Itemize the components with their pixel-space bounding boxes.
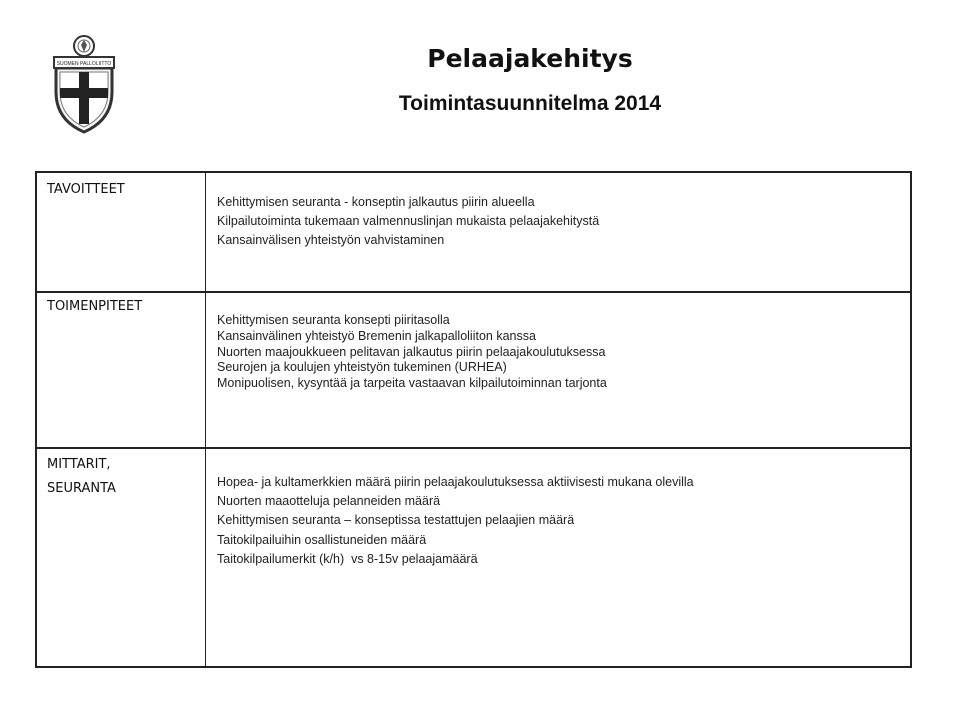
section-label: TAVOITTEET (47, 182, 125, 197)
section-row-tavoitteet (37, 173, 910, 291)
section-row-mittarit (37, 447, 910, 666)
section-content (217, 473, 694, 569)
list-item: Nuorten maajoukkueen pelitavan jalkautus piirin pelaajakoulutuksessa (217, 344, 606, 359)
football-association-crest-icon (50, 30, 118, 134)
section-content (217, 313, 607, 392)
page-title: Pelaajakehitys (427, 44, 633, 73)
list-item: Kehittymisen seuranta – konseptissa testattujen pelaajien määrä (217, 513, 575, 528)
list-item: Taitokilpailuihin osallistuneiden määrä (217, 532, 427, 547)
plan-table (35, 171, 912, 668)
section-row-toimenpiteet (37, 291, 910, 447)
list-item: Kehittymisen seuranta konsepti piiritasolla (217, 313, 450, 327)
section-label: MITTARIT, SEURANTA (47, 457, 116, 496)
list-item: Kehittymisen seuranta - konseptin jalkautus piirin alueella (217, 195, 535, 209)
svg-text:SUOMEN PALLOLIITTO: SUOMEN PALLOLIITTO (56, 61, 112, 67)
list-item: Kilpailutoiminta tukemaan valmennuslinjan mukaista pelaajakehitystä (217, 214, 600, 229)
list-item: Seurojen ja koulujen yhteistyön tukeminen (URHEA) (217, 360, 507, 375)
list-item: Monipuolisen, kysyntää ja tarpeita vastaavan kilpailutoiminnan tarjonta (217, 376, 607, 391)
list-item: Nuorten maaotteluja pelanneiden määrä (217, 494, 441, 509)
list-item: Hopea- ja kultamerkkien määrä piirin pelaajakoulutuksessa aktiivisesti mukana olevilla (217, 475, 694, 489)
section-label: TOIMENPITEET (47, 299, 143, 314)
list-item: Kansainvälisen yhteistyön vahvistaminen (217, 233, 445, 248)
list-item: Kansainvälinen yhteistyö Bremenin jalkapalloliiton kanssa (217, 328, 536, 343)
page-subtitle: Toimintasuunnitelma 2014 (398, 92, 662, 115)
list-item: Taitokilpailumerkit (k/h) vs 8-15v pelaajamäärä (217, 551, 478, 566)
section-content (217, 193, 599, 251)
